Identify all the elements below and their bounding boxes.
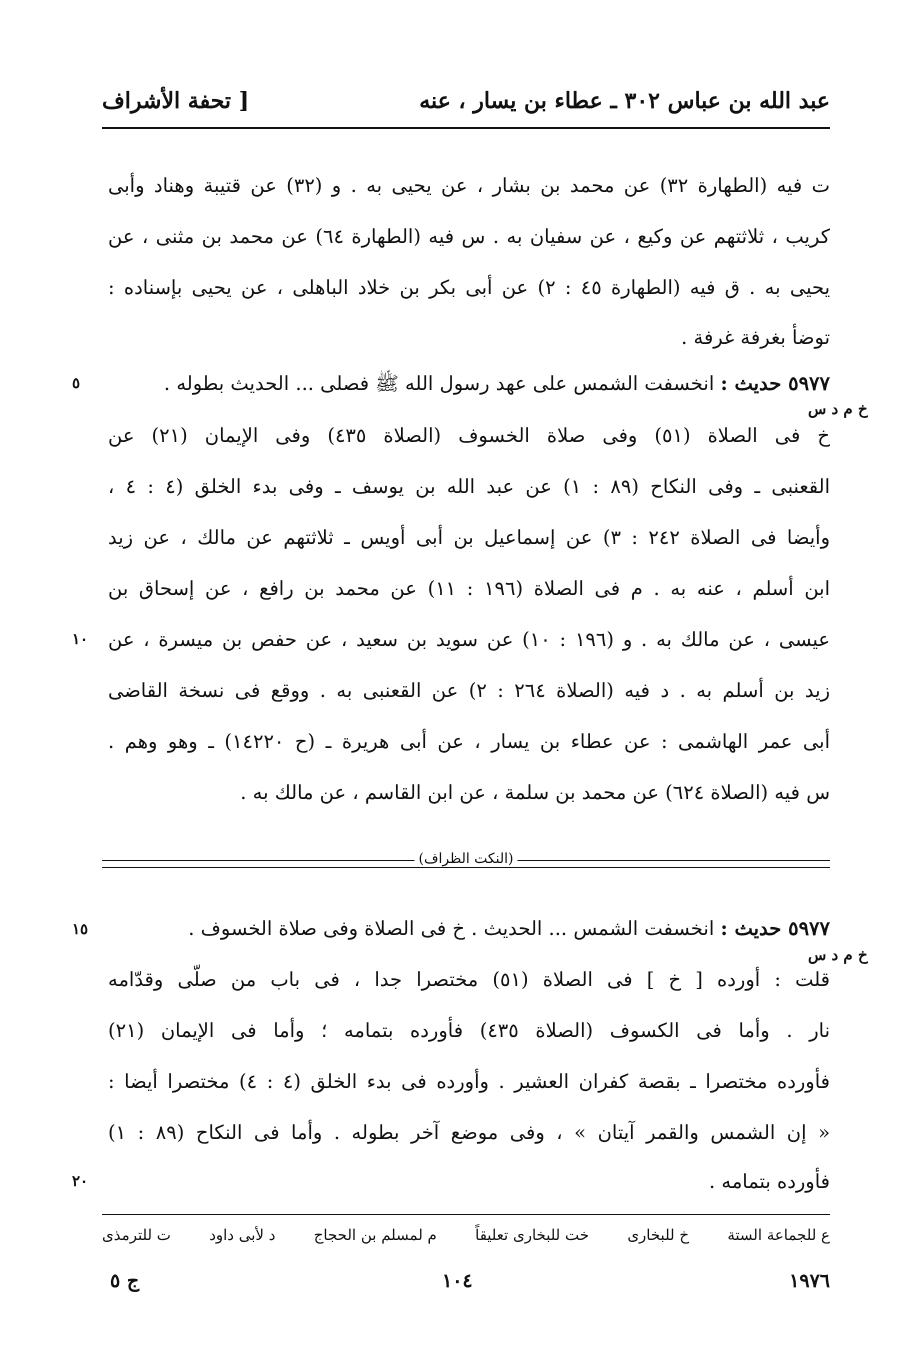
volume-number: ج ٥: [110, 1270, 140, 1292]
abbreviation: ت للترمذى: [102, 1226, 171, 1244]
abbreviation: خت للبخارى تعليقاً: [475, 1226, 590, 1244]
body-line: يحيى به . ق فيه (الطهارة ٤٥ : ٢) عن أبى بكر بن خلاد الباهلى ، عن يحيى بإسناده :: [108, 276, 830, 299]
line-number: ٢٠: [72, 1172, 89, 1190]
body-line: ت فيه (الطهارة ٣٢) عن محمد بن بشار ، عن يحيى به . و (٣٢) عن قتيبة وهناد وأبى: [108, 174, 830, 197]
nukat-line: « إن الشمس والقمر آيتان » ، وفى موضع آخر بطوله . وأما فى النكاح (٨٩ : ١): [108, 1121, 830, 1144]
line-number: ٥: [72, 374, 81, 392]
nukat-line: قلت : أورده [ خ ] فى الصلاة (٥١) مختصرا جدا ، فى باب من صلّى وقدّامه: [108, 968, 830, 991]
body-line: توضأ بغرفة غرفة .: [681, 326, 830, 349]
hadith-line: ابن أسلم ، عنه به . م فى الصلاة (١٩٦ : ١١) عن محمد بن رافع ، عن إسحاق بن: [108, 577, 830, 600]
nukat-line: نار . وأما فى الكسوف (الصلاة ٤٣٥) فأورده بتمامه ؛ وأما فى الإيمان (٢١): [108, 1019, 830, 1042]
header-book-title: [ تحفة الأشراف: [102, 88, 250, 114]
footer-rule: [102, 1214, 830, 1215]
section-separator: [102, 851, 830, 873]
serial-number: ١٩٧٦: [789, 1270, 830, 1292]
body-line: كريب ، ثلاثتهم عن وكيع ، عن سفيان به . س فيه (الطهارة ٦٤) عن محمد بن مثنى ، عن: [108, 225, 830, 248]
hadith-line: وأيضا فى الصلاة ٢٤٢ : ٣) عن إسماعيل بن أبى أويس ـ ثلاثتهم عن مالك ، عن زيد: [108, 526, 830, 549]
line-number: ١٠: [72, 630, 89, 648]
page-footer: [102, 1270, 830, 1300]
header-chapter-title: عبد الله بن عباس ٣٠٢ ـ عطاء بن يسار ، عنه: [419, 88, 830, 114]
running-header: [102, 88, 830, 128]
abbreviation: م لمسلم بن الحجاج: [313, 1226, 437, 1244]
nukat-line: فأورده مختصرا ـ بقصة كفران العشير . وأورده فى بدء الخلق (٤ : ٤) مختصرا أيضا :: [108, 1070, 830, 1093]
hadith-line: أبى عمر الهاشمى : عن عطاء بن يسار ، عن أبى هريرة ـ (ح ١٤٢٢٠) ـ وهو وهم .: [108, 730, 830, 753]
nukat-text: انخسفت الشمس ... الحديث . خ فى الصلاة وفى صلاة الخسوف .: [188, 917, 715, 940]
abbreviation: د لأبى داود: [209, 1226, 276, 1244]
separator-label: (النكت الظراف): [415, 851, 518, 867]
page-number: ١٠٤: [442, 1270, 473, 1292]
hadith-line: زيد بن أسلم به . د فيه (الصلاة ٢٦٤ : ٢) عن القعنبى به . ووقع فى نسخة القاضى: [108, 679, 830, 702]
margin-sigla: خ م د س: [808, 400, 868, 418]
hadith-line: س فيه (الصلاة ٦٢٤) عن محمد بن سلمة ، عن ابن القاسم ، عن مالك به .: [240, 781, 830, 804]
nukat-first-line: [108, 913, 830, 945]
hadith-line: عيسى ، عن مالك به . و (١٩٦ : ١٠) عن سويد بن سعيد ، عن حفص بن ميسرة ، عن: [108, 628, 830, 651]
abbreviation: ع للجماعة الستة: [727, 1226, 830, 1244]
hadith-number: ٥٩٧٧ حديث :: [720, 372, 830, 395]
nukat-number: ٥٩٧٧ حديث :: [720, 917, 830, 940]
header-rule: [102, 127, 830, 129]
hadith-line: القعنبى ـ وفى النكاح (٨٩ : ١) عن عبد الله بن يوسف ـ وفى بدء الخلق (٤ : ٤ ،: [108, 475, 830, 498]
hadith-text: انخسفت الشمس على عهد رسول الله ﷺ فصلى ... الحديث بطوله .: [163, 372, 715, 395]
hadith-first-line: [108, 368, 830, 400]
abbreviation-key: [102, 1226, 830, 1244]
line-number: ١٥: [72, 920, 89, 938]
abbreviation: خ للبخارى: [627, 1226, 690, 1244]
hadith-line: خ فى الصلاة (٥١) وفى صلاة الخسوف (الصلاة ٤٣٥) وفى الإيمان (٢١) عن: [108, 424, 830, 447]
nukat-line: فأورده بتمامه .: [708, 1170, 830, 1193]
margin-sigla: خ م د س: [808, 946, 868, 964]
